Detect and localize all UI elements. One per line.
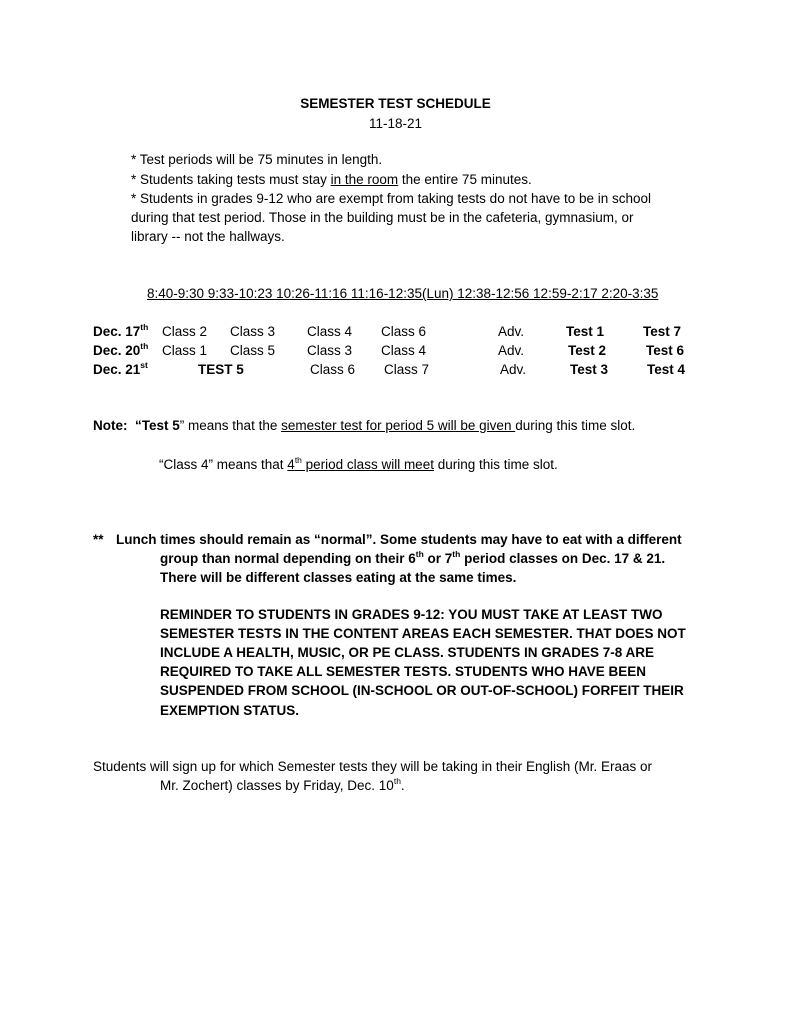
lunch-line-3: There will be different classes eating at the same times. — [160, 570, 517, 585]
reminder-line: INCLUDE A HEALTH, MUSIC, OR PE CLASS. STUDENTS IN GRADES 7-8 ARE — [160, 645, 655, 660]
period-4-cell: Class 4 — [381, 343, 427, 358]
period-7-cell: Test 4 — [647, 362, 686, 377]
signup-line-1: Students will sign up for which Semester tests they will be taking in their English (Mr. Eraas or — [93, 759, 652, 774]
period-7-cell: Test 6 — [646, 343, 685, 358]
period-3-cell: Class 4 — [307, 324, 353, 339]
period-6-cell: Test 3 — [570, 362, 609, 377]
advisory-cell: Adv. — [500, 362, 527, 377]
period-3-cell: Class 6 — [310, 362, 356, 377]
note-label: Note: — [93, 418, 128, 433]
row-day: Dec. 21st — [93, 359, 148, 377]
page-title: SEMESTER TEST SCHEDULE — [300, 96, 491, 111]
bullet-test-length: * Test periods will be 75 minutes in length. — [131, 152, 383, 167]
advisory-cell: Adv. — [498, 343, 525, 358]
lunch-line-1: Lunch times should remain as “normal”. Some students may have to eat with a different — [116, 532, 682, 547]
note-line-2: “Class 4” means that 4th period class will meet during this time slot. — [159, 454, 558, 472]
period-1-cell: Class 1 — [162, 343, 208, 358]
reminder-line: EXEMPTION STATUS. — [160, 703, 300, 718]
reminder-line: SEMESTER TESTS IN THE CONTENT AREAS EACH SEMESTER. THAT DOES NOT — [160, 626, 686, 641]
period-2-cell: Class 3 — [230, 324, 276, 339]
schedule-time-header: 8:40-9:30 9:33-10:23 10:26-11:16 11:16-12:35(Lun) 12:38-12:56 12:59-2:17 2:20-3:35 — [147, 286, 659, 301]
row-day: Dec. 20th — [93, 340, 149, 358]
period-7-cell: Test 7 — [643, 324, 682, 339]
period-2-cell: Class 5 — [230, 343, 276, 358]
signup-line-2: Mr. Zochert) classes by Friday, Dec. 10th. — [160, 775, 405, 793]
row-day: Dec. 17th — [93, 321, 149, 339]
bullet-exempt-line-1: * Students in grades 9-12 who are exempt from taking tests do not have to be in school — [131, 191, 652, 206]
reminder-line: SUSPENDED FROM SCHOOL (IN-SCHOOL OR OUT-OF-SCHOOL) FORFEIT THEIR — [160, 683, 684, 698]
bullet-stay-in-room: * Students taking tests must stay in the room the entire 75 minutes. — [131, 172, 532, 187]
reminder-line: REQUIRED TO TAKE ALL SEMESTER TESTS. STUDENTS WHO HAVE BEEN — [160, 664, 647, 679]
bullet-exempt-line-2: during that test period. Those in the building must be in the cafeteria, gymnasium, or — [131, 210, 634, 225]
note-line-1: Note: “Test 5” means that the semester test for period 5 will be given during this time slot. — [93, 418, 636, 433]
reminder-line: REMINDER TO STUDENTS IN GRADES 9-12: YOU MUST TAKE AT LEAST TWO — [160, 607, 663, 622]
period-4-cell: Class 6 — [381, 324, 427, 339]
lunch-line-2: group than normal depending on their 6th or 7th period classes on Dec. 17 & 21. — [160, 548, 666, 566]
document-date: 11-18-21 — [368, 116, 423, 131]
bullet-exempt-line-3: library -- not the hallways. — [131, 229, 285, 244]
period-6-cell: Test 1 — [566, 324, 605, 339]
period-4-cell: Class 7 — [384, 362, 430, 377]
period-1-cell: Class 2 — [162, 324, 208, 339]
lunch-stars: ** — [93, 532, 104, 547]
period-3-cell: Class 3 — [307, 343, 353, 358]
period-6-cell: Test 2 — [568, 343, 607, 358]
advisory-cell: Adv. — [498, 324, 525, 339]
merged-test-cell: TEST 5 — [198, 362, 244, 377]
